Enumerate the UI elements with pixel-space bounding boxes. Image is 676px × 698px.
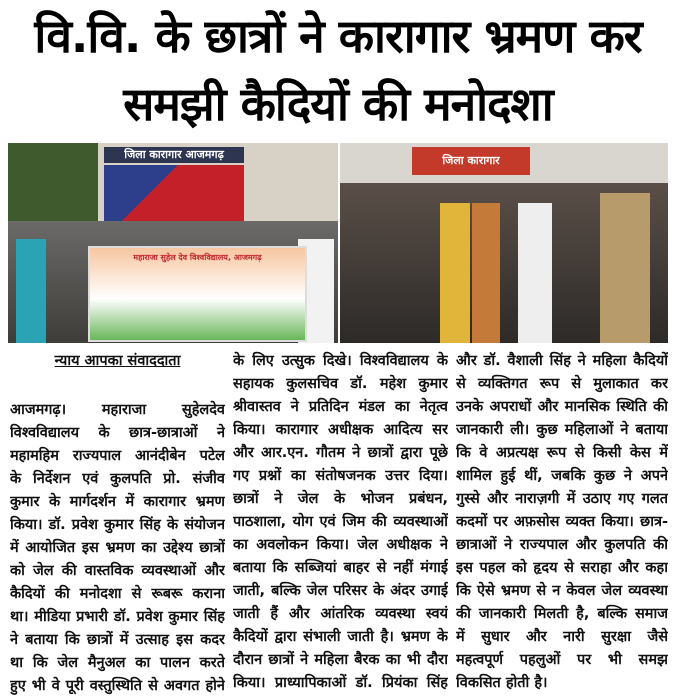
article-line: के निर्देशन एवं कुलपति प्रो. संजीव <box>10 471 225 487</box>
article-line: छात्रों ने जेल के भोजन प्रबंधन, <box>233 491 448 507</box>
article-text: महाराजा सुहेलदेव <box>101 402 225 418</box>
person <box>518 203 552 343</box>
article-line: श्रीवास्तव ने प्रतिदिन मंडल का नेतृत्व <box>233 399 448 415</box>
article-line: था कि जेल मैनुअल का पालन करते <box>10 655 225 671</box>
article-line: जाती हैं और आंतरिक व्यवस्था स्वयं <box>233 606 448 622</box>
article-line: ने बताया कि छात्रों में उत्साह इस कदर <box>10 632 225 648</box>
article-line: छात्राओं ने राज्यपाल और कुलपति की <box>456 537 668 553</box>
article-line: महामहिम राज्यपाल आनंदीबेन पटेल <box>10 448 225 464</box>
article-line: बताया कि सब्जियां बाहर से नहीं मंगाई <box>233 560 448 576</box>
article-line: को जेल की वास्तविक व्यवस्थाओं और <box>10 563 225 579</box>
article-line: जाती, बल्कि जेल परिसर के अंदर उगाई <box>233 583 448 599</box>
article-line: शामिल हुई थीं, जबकि कुछ ने अपने <box>456 468 668 484</box>
university-banner <box>88 246 307 342</box>
article-line: इस पहल को हृदय से सराहा और कहा <box>456 560 668 576</box>
article-line: में सुधार और नारी सुरक्षा जैसे <box>456 629 668 645</box>
article-line: किया। डॉ. प्रवेश कुमार सिंह के संयोजन <box>10 517 225 533</box>
article-line: जानकारी ली। कुछ महिलाओं ने बताया <box>456 422 668 438</box>
article-line: के लिए उत्सुक दिखे। विश्वविद्यालय के <box>233 353 448 369</box>
article-line: किया। कारागार अधीक्षक आदित्य सर <box>233 422 448 438</box>
article-column-2 <box>233 350 448 695</box>
article-line: कुमार के मार्गदर्शन में कारागार भ्रमण <box>10 494 225 510</box>
person <box>440 203 470 343</box>
dateline: आजमगढ़। <box>10 402 67 418</box>
person <box>472 203 500 343</box>
headline-line-2: समझी कैदियों की मनोदशा <box>123 77 553 131</box>
article-line: कदमों पर अफ़सोस व्यक्त किया। छात्र- <box>456 514 668 530</box>
article-line <box>10 399 225 422</box>
article-line: दौरान छात्रों ने महिला बैरक का भी दौरा <box>233 652 448 668</box>
jail-sign: जिला कारागार आजमगढ़ <box>104 147 244 163</box>
byline: न्याय आपका संवाददाता <box>54 353 181 369</box>
article-line: से व्यक्तिगत रूप से मुलाकात कर <box>456 376 668 392</box>
article-line: हुए भी वे पूरी वस्तुस्थिति से अवगत होने <box>10 678 225 694</box>
photo-students-with-officials <box>340 143 668 343</box>
article-line: किया। प्राध्यापिकाओं डॉ. प्रियंका सिंह <box>233 675 448 691</box>
article-line: और आर.एन. गौतम ने छात्रों द्वारा पूछे <box>233 445 448 461</box>
article-line: गए प्रश्नों का संतोषजनक उत्तर दिया। <box>233 468 448 484</box>
group-photo-jail-gate <box>8 143 338 343</box>
article-line: कि वे अप्रत्यक्ष रूप से किसी केस में <box>456 445 668 461</box>
article-line: महत्वपूर्ण पहलुओं पर भी समझ <box>456 652 668 668</box>
room-sign: जिला कारागार <box>412 147 530 175</box>
article-line: पाठशाला, योग एवं जिम की व्यवस्थाओं <box>233 514 448 530</box>
article-line: विकसित होती है। <box>456 675 548 691</box>
article-line: और डॉ. वैशाली सिंह ने महिला कैदियों <box>456 353 668 369</box>
headline-line-1: वि.वि. के छात्रों ने कारागार भ्रमण कर <box>34 9 642 63</box>
article-line: था। मीडिया प्रभारी डॉ. प्रवेश कुमार सिंह <box>10 609 225 625</box>
article-line: गुस्से और नाराज़गी में उठाए गए गलत <box>456 491 668 507</box>
person <box>16 239 46 343</box>
article-line: की जानकारी मिलती है, बल्कि समाज <box>456 606 668 622</box>
police-officer <box>600 193 650 343</box>
article-line: विश्वविद्यालय के छात्र-छात्राओं ने <box>10 425 225 441</box>
article-column-3 <box>456 350 668 695</box>
article-line: का अवलोकन किया। जेल अधीक्षक ने <box>233 537 448 553</box>
article-line: कि ऐसे भ्रमण से न केवल जेल व्यवस्था <box>456 583 668 599</box>
article-line: सहायक कुलसचिव डॉ. महेश कुमार <box>233 376 448 392</box>
article-line: कैदियों द्वारा संभाली जाती है। भ्रमण के <box>233 629 448 645</box>
article-line: कैदियों की मनोदशा से रूबरू कराना <box>10 586 225 602</box>
article-line: उनके अपराधों और मानसिक स्थिति की <box>456 399 668 415</box>
article-column-1 <box>10 350 225 698</box>
banner-title: महाराजा सुहेल देव विश्वविद्यालय, आजमगढ़ <box>133 253 262 262</box>
article-line: में आयोजित इस भ्रमण का उद्देश्य छात्रों <box>10 540 225 556</box>
